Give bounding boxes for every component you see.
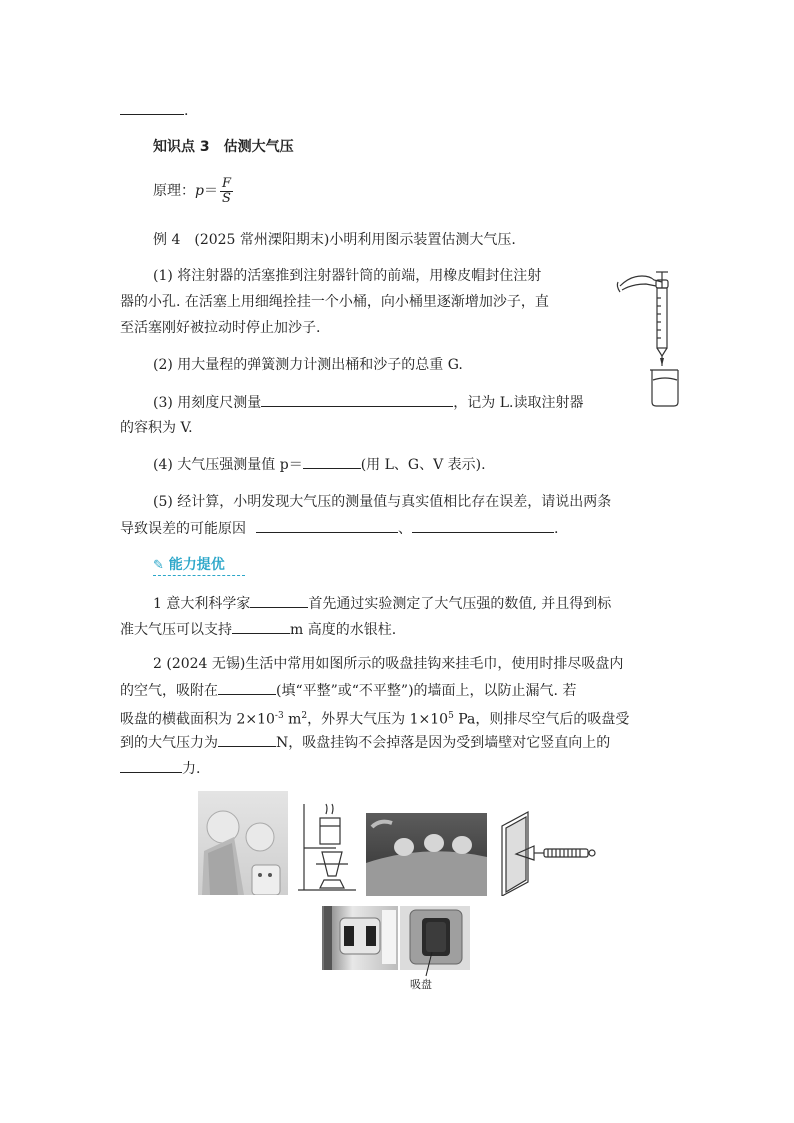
syringe-apparatus-figure xyxy=(612,262,682,408)
question-2-line-5: 力. xyxy=(120,758,200,779)
answer-blank[interactable] xyxy=(218,732,276,747)
answer-blank[interactable] xyxy=(256,518,398,533)
window-robot-photo xyxy=(322,906,398,970)
top-answer-line: . xyxy=(120,100,188,121)
question-1-line-2: 准大气压可以支持 m 高度的水银柱. xyxy=(120,619,396,640)
step-1-line-1: (1) 将注射器的活塞推到注射器针筒的前端，用橡皮帽封住注射 xyxy=(153,268,542,284)
step-3-line-2: 的容积为 V. xyxy=(120,420,193,436)
step-1-line-2: 器的小孔. 在活塞上用细绳拴挂一个小桶，向小桶里逐渐增加沙子，直 xyxy=(120,294,549,310)
heating-apparatus-figure xyxy=(296,796,358,896)
step-5-line-2: 导致误差的可能原因 、 . xyxy=(120,518,558,539)
suction-hook-towel-photo xyxy=(198,791,288,895)
answer-blank[interactable] xyxy=(218,680,276,695)
step-3-line-1: (3) 用刻度尺测量 ，记为 L.读取注射器 xyxy=(153,392,583,413)
answer-blank[interactable] xyxy=(261,392,453,407)
caption-pointer xyxy=(418,950,438,978)
fraction: $\frac{F}{S}$ xyxy=(221,175,231,206)
example-4-intro: 例 4 (2025 常州溧阳期末)小明利用图示装置估测大气压. xyxy=(153,232,516,248)
question-2-line-2: 的空气，吸附在 (填“平整”或“不平整”)的墙面上，以防止漏气. 若 xyxy=(120,680,576,701)
step-1-line-3: 至活塞刚好被拉动时停止加沙子. xyxy=(120,320,321,336)
knowledge-point-title: 知识点 3 估测大气压 xyxy=(153,139,294,155)
question-1-line-1: 1 意大利科学家 首先通过实验测定了大气压强的数值, 并且得到标 xyxy=(153,593,611,614)
principle-formula: 原理：p＝ $\frac{F}{S}$ xyxy=(153,175,231,206)
answer-blank[interactable] xyxy=(120,100,184,115)
question-2-line-1: 2 (2024 无锡)生活中常用如图所示的吸盘挂钩来挂毛巾，使用时排尽吸盘内 xyxy=(153,656,624,672)
suction-spring-scale-figure xyxy=(494,808,596,896)
step-5-line-1: (5) 经计算，小明发现大气压的测量值与真实值相比存在误差，请说出两条 xyxy=(153,494,612,510)
answer-blank[interactable] xyxy=(412,518,554,533)
answer-blank[interactable] xyxy=(232,619,290,634)
section-header: ✎ 能力提优 xyxy=(153,554,225,574)
suction-cup-caption: 吸盘 xyxy=(410,978,432,991)
answer-blank[interactable] xyxy=(250,593,308,608)
pencil-icon: ✎ xyxy=(153,558,164,573)
question-2-line-4: 到的大气压力为 N，吸盘挂钩不会掉落是因为受到墙壁对它竖直向上的 xyxy=(120,732,610,753)
cupping-photo xyxy=(366,813,487,896)
answer-blank[interactable] xyxy=(303,454,361,469)
question-2-line-3: 吸盘的横截面积为 $2\times 10^{-3}$ $m^2$，外界大气压为 $1\times 10^5$ Pa，则排尽空气后的吸盘受 xyxy=(120,711,630,728)
answer-blank[interactable] xyxy=(120,758,182,773)
step-2: (2) 用大量程的弹簧测力计测出桶和沙子的总重 G. xyxy=(153,357,463,373)
step-4: (4) 大气压强测量值 p＝ (用 L、G、V 表示). xyxy=(153,454,486,475)
